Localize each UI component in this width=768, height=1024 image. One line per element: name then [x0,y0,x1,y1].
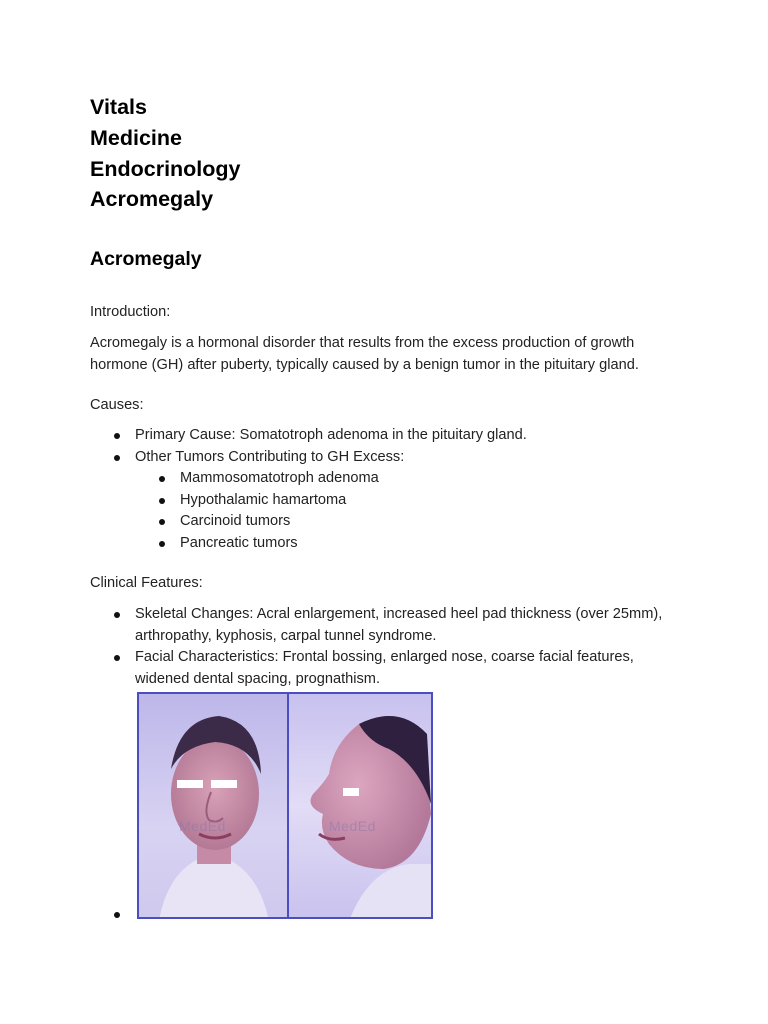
photo-side-view [289,694,431,917]
breadcrumb-medicine: Medicine [90,125,182,150]
causes-other: Other Tumors Contributing to GH Excess: [135,448,405,465]
photo-front-view [139,694,287,917]
list-item: Carcinoid tumors [135,511,690,533]
list-item [90,447,690,555]
list-item: Hypothalamic hamartoma [135,490,690,512]
document-page [90,92,690,834]
front-face-illustration [139,694,287,917]
clinical-features-heading: Clinical Features: [90,575,203,591]
clinical-features-list [90,604,690,690]
side-face-illustration [289,694,431,917]
breadcrumb-acromegaly: Acromegaly [90,187,214,212]
list-item: Facial Characteristics: Frontal bossing, enlarged nose, coarse facial features, widened dental spacing, prognathism. [90,647,690,690]
watermark-right: MedEd [329,818,376,834]
list-item: Pancreatic tumors [135,533,690,555]
causes-list [90,425,690,554]
watermark-left: MedEd [179,818,226,834]
introduction-text: Acromegaly is a hormonal disorder that results from the excess production of growth hormone (GH) after puberty, typically caused by a benign tumor in the pituitary gland. [90,335,639,373]
causes-heading: Causes: [90,397,144,413]
list-item: Mammosomatotroph adenoma [135,468,690,490]
list-item: Skeletal Changes: Acral enlargement, increased heel pad thickness (over 25mm), arthropathy, kyphosis, carpal tunnel syndrome. [90,604,690,647]
page-title: Acromegaly [90,248,202,270]
breadcrumb-endocrinology: Endocrinology [90,156,241,181]
causes-primary: Primary Cause: Somatotroph adenoma in the pituitary gland. [135,427,527,443]
introduction-heading: Introduction: [90,304,171,320]
breadcrumb-vitals: Vitals [90,95,147,119]
other-tumors-list [135,468,690,554]
list-item [90,425,690,447]
acromegaly-photo [137,692,433,919]
image-bullet [114,912,120,918]
